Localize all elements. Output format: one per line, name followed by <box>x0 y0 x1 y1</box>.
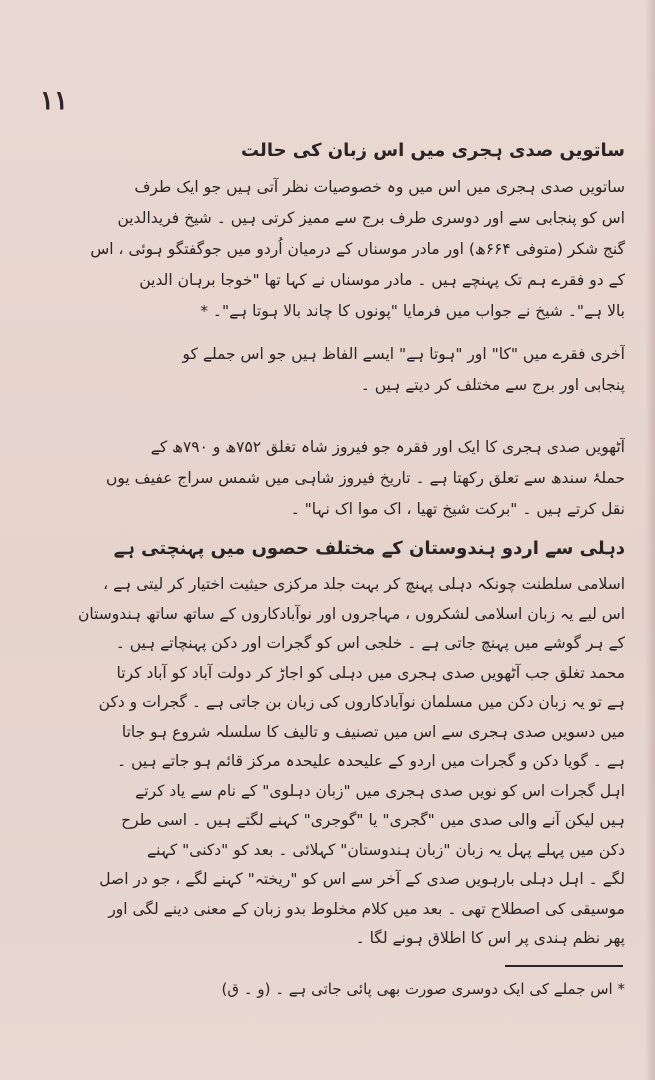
page-number: ۱۱ <box>40 86 68 116</box>
text-line: ہے تو یہ زبان دکن میں مسلمان نوآبادکاروں کی زبان بن جاتی ہے ۔ گجرات و دکن <box>98 693 625 711</box>
text-line: میں دسویں صدی ہجری سے اس میں تصنیف و تالیف کا سلسلہ شروع ہو جاتا <box>121 722 625 741</box>
text-line: کے دو فقرے ہم تک پہنچے ہیں ۔ مادر موسناں نے کہا تھا "خوجا برہان الدین <box>139 271 625 289</box>
text-line: موسیقی کی اصطلاح تھی ۔ بعد میں کلام مخلوط بدو زبان کے معنی دینے لگی اور <box>108 899 625 918</box>
text-line: حملۂ سندھ سے تعلق رکھتا ہے ۔ تاریخ فیروز شاہی میں شمس سراج عفیف یوں <box>106 469 625 487</box>
text-line: پنجابی اور برج سے مختلف کر دیتے ہیں ۔ <box>360 376 625 394</box>
text-line: اسلامی سلطنت چونکہ دہلی پہنچ کر بہت جلد مرکزی حیثیت اختیار کر لیتی ہے ، <box>103 575 625 593</box>
footnote: * اس جملے کی ایک دوسری صورت بھی پائی جاتی ہے ۔ (و ۔ ق) <box>221 980 625 998</box>
paragraph-last-sentence <box>40 339 625 401</box>
text-line: ہے ۔ گویا دکن و گجرات میں اردو کے علیحدہ علیحدہ مرکز قائم ہو جاتے ہیں ۔ <box>117 752 625 770</box>
text-line: محمد تغلق جب آٹھویں صدی ہجری میں دہلی کو اجاڑ کر دولت آباد کو آباد کرتا <box>116 663 625 682</box>
paragraph-7th-century <box>40 172 625 327</box>
text-line: لگے ۔ اہل دہلی بارہویں صدی کے آخر سے اس کو "ریختہ" کہنے لگے ، جو در اصل <box>99 870 625 888</box>
section-heading-delhi: دہلی سے اردو ہندوستان کے مختلف حصوں میں پہنچتی ہے <box>113 538 625 559</box>
text-line: ہیں لیکن آنے والی صدی میں "گجری" یا "گوجری" کہنے لگتے ہیں ۔ اسی طرح <box>121 811 625 829</box>
footnote-divider <box>505 965 623 967</box>
paragraph-urdu-spread <box>40 570 625 954</box>
text-line: نقل کرتے ہیں ۔ "برکت شیخ تھیا ، اک موا اک نہا" ۔ <box>290 500 625 518</box>
text-line: کے ہر گوشے میں پہنچ جاتی ہے ۔ خلجی اس کو گجرات اور دکن پہنچاتے ہیں ۔ <box>115 634 625 652</box>
paragraph-8th-century <box>40 432 625 525</box>
text-line: بالا ہے"۔ شیخ نے جواب میں فرمایا "پونوں کا چاند بالا ہوتا ہے"۔ * <box>200 302 625 320</box>
text-line: اس کو پنجابی سے اور دوسری طرف برج سے ممیز کرتی ہیں ۔ شیخ فریدالدین <box>117 209 625 227</box>
text-line: اس لیے یہ زبان اسلامی لشکروں ، مہاجروں اور نوآبادکاروں کے ساتھ ساتھ ہندوستان <box>77 604 625 623</box>
text-line: آٹھویں صدی ہجری کا ایک اور فقرہ جو فیروز شاہ تغلق ۷۵۲ھ و ۷۹۰ھ کے <box>150 438 625 456</box>
text-line: گنج شکر (متوفی ۶۶۴ھ) اور مادر موسناں کے درمیان اُردو میں جوگفتگو ہوئی ، اس <box>90 240 625 258</box>
page-edge-shadow <box>645 0 655 1080</box>
section-heading-7th-century: ساتویں صدی ہجری میں اس زبان کی حالت <box>241 140 625 161</box>
text-line: آخری فقرے میں "کا" اور "ہوتا ہے" ایسے الفاظ ہیں جو اس جملے کو <box>182 345 625 363</box>
text-line: ساتویں صدی ہجری میں اس میں وہ خصوصیات نظر آتی ہیں جو ایک طرف <box>134 178 625 196</box>
text-line: اہل گجرات اس کو نویں صدی ہجری میں "زبان دہلوی" کے نام سے یاد کرتے <box>135 781 625 800</box>
text-line: پھر نظم ہندی پر اس کا اطلاق ہونے لگا ۔ <box>355 929 625 947</box>
text-line: دکن میں پہلے پہل یہ زبان "زبان ہندوستان" کہلائی ۔ بعد کو "دکنی" کہنے <box>147 840 625 859</box>
